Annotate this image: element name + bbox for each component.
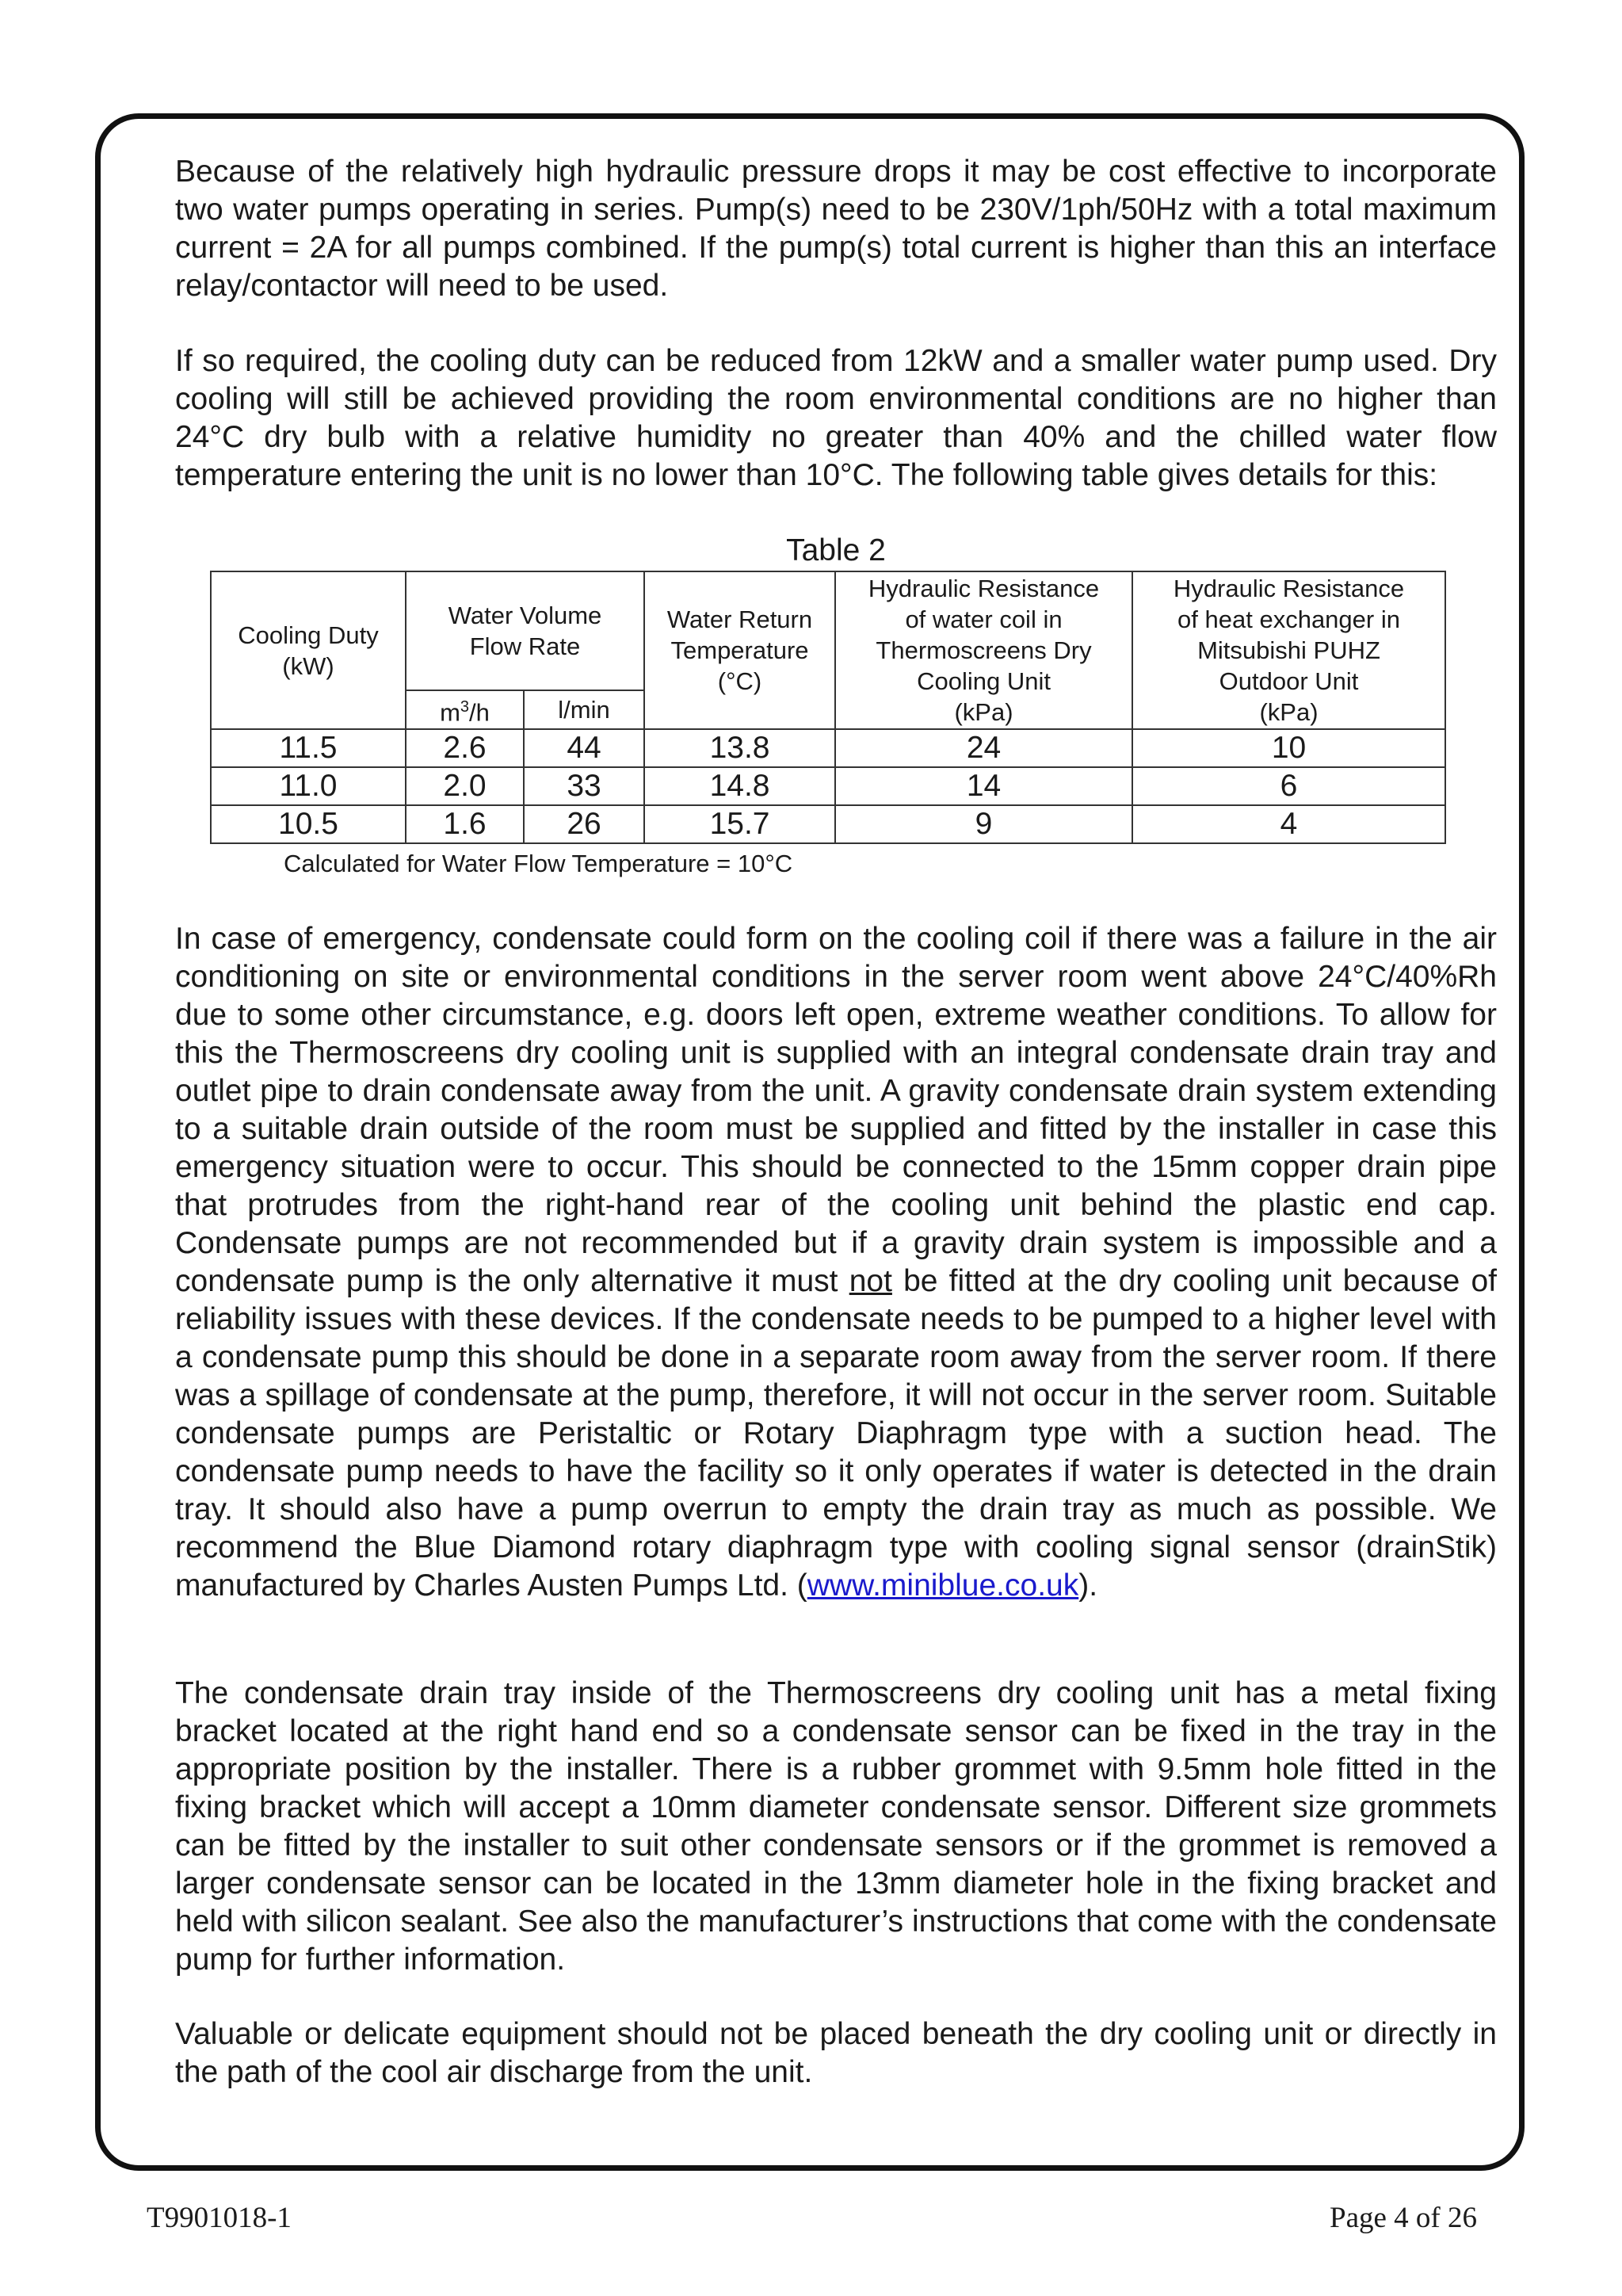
table-row: [211, 805, 1445, 843]
miniblue-link[interactable]: www.miniblue.co.uk: [807, 1568, 1079, 1603]
text-segment: In case of emergency, condensate could form on the cooling coil if there was a failure in the air conditioning on site or environmental conditions in the server room went above 24°C/40%Rh due to some other circumstance, e.g. doors left open, extreme weather conditions. To allow for this the Thermoscreens dry cooling unit is supplied with an integral condensate drain tray and outlet pipe to drain condensate away from the unit. A gravity condensate drain system extending to a suitable drain outside of the room must be supplied and fitted by the installer in case this emergency situation were to occur. This should be connected to the 15mm copper drain pipe that protrudes from the right-hand rear of the cooling unit behind the plastic end cap. Condensate pumps are not recommended but if a gravity drain system is impossible and a condensate pump is the only alternative it must: [175, 922, 1497, 1298]
header-resistance-coil: Hydraulic Resistance of water coil in Thermoscreens Dry Cooling Unit (kPa): [835, 571, 1132, 729]
cell-return-temp: 14.8: [644, 767, 835, 805]
paragraph-reduced-duty: If so required, the cooling duty can be reduced from 12kW and a smaller water pump used. Dry cooling will still be achieved providing the room environmental conditions are no higher than 24°C dry bulb with a relative humidity no greater than 40% and the chilled water flow temperature entering the unit is no lower than 10°C. The following table gives details for this:: [175, 344, 1497, 492]
cell-coil-resistance: 24: [835, 729, 1132, 767]
table-note: Calculated for Water Flow Temperature = 10°C: [284, 850, 793, 877]
cell-m3h: 2.6: [406, 729, 524, 767]
cell-lmin: 26: [524, 805, 644, 843]
cell-duty: 10.5: [211, 805, 406, 843]
cell-lmin: 44: [524, 729, 644, 767]
table-row: [211, 729, 1445, 767]
header-cooling-duty: Cooling Duty (kW): [211, 571, 406, 729]
paragraph-valuable-equipment: Valuable or delicate equipment should not be placed beneath the dry cooling unit or directly in the path of the cool air discharge from the unit.: [175, 2017, 1497, 2089]
cell-duty: 11.5: [211, 729, 406, 767]
cell-return-temp: 15.7: [644, 805, 835, 843]
document-number: T9901018-1: [147, 2202, 292, 2234]
cell-m3h: 1.6: [406, 805, 524, 843]
header-resistance-heat-exchanger: Hydraulic Resistance of heat exchanger in Mitsubishi PUHZ Outdoor Unit (kPa): [1132, 571, 1445, 729]
paragraph-emergency-condensate: [175, 920, 1497, 1605]
header-water-volume: Water Volume Flow Rate: [406, 571, 644, 690]
cell-return-temp: 13.8: [644, 729, 835, 767]
paragraph-water-pumps: Because of the relatively high hydraulic pressure drops it may be cost effective to incorporate two water pumps operating in series. Pump(s) need to be 230V/1ph/50Hz with a total maximum current = 2A for all pumps combined. If the pump(s) total current is higher than this an interface relay/contactor will need to be used.: [175, 155, 1497, 303]
cell-duty: 11.0: [211, 767, 406, 805]
header-m3h: $m^3/h$: [406, 690, 524, 729]
cooling-duty-table: [210, 571, 1446, 844]
emphasis-not: not: [849, 1264, 892, 1298]
cell-coil-resistance: 9: [835, 805, 1132, 843]
text-segment: ).: [1078, 1568, 1098, 1603]
header-lmin: l/min: [524, 690, 644, 729]
cell-lmin: 33: [524, 767, 644, 805]
table-caption: Table 2: [786, 533, 886, 567]
text-segment: be fitted at the dry cooling unit because of reliability issues with these devices. If the condensate needs to be pumped to a higher level with a condensate pump this should be done in a separate room away from the server room. If there was a spillage of condensate at the pump, therefore, it will not occur in the server room. Suitable condensate pumps are Peristaltic or Rotary Diaphragm type with a suction head. The condensate pump needs to have the facility so it only operates if water is detected in the drain tray. It should also have a pump overrun to empty the drain tray as much as possible. We recommend the Blue Diamond rotary diaphragm type with cooling signal sensor (drainStik) manufactured by Charles Austen Pumps Ltd. (: [175, 1264, 1497, 1603]
header-water-return: Water Return Temperature (°C): [644, 571, 835, 729]
paragraph-drain-tray: The condensate drain tray inside of the Thermoscreens dry cooling unit has a metal fixing bracket located at the right hand end so a condensate sensor can be fixed in the tray in the appropriate position by the installer. There is a rubber grommet with 9.5mm hole fitted in the fixing bracket which will accept a 10mm diameter condensate sensor. Different size grommets can be fitted by the installer to suit other condensate sensors or if the grommet is removed a larger condensate sensor can be located in the 13mm diameter hole in the fixing bracket and held with silicon sealant. See also the manufacturer’s instructions that come with the condensate pump for further information.: [175, 1676, 1497, 1977]
page-number: Page 4 of 26: [1330, 2202, 1477, 2234]
cell-coil-resistance: 14: [835, 767, 1132, 805]
cell-hex-resistance: 4: [1132, 805, 1445, 843]
cell-hex-resistance: 6: [1132, 767, 1445, 805]
cell-hex-resistance: 10: [1132, 729, 1445, 767]
table-row: [211, 767, 1445, 805]
cell-m3h: 2.0: [406, 767, 524, 805]
